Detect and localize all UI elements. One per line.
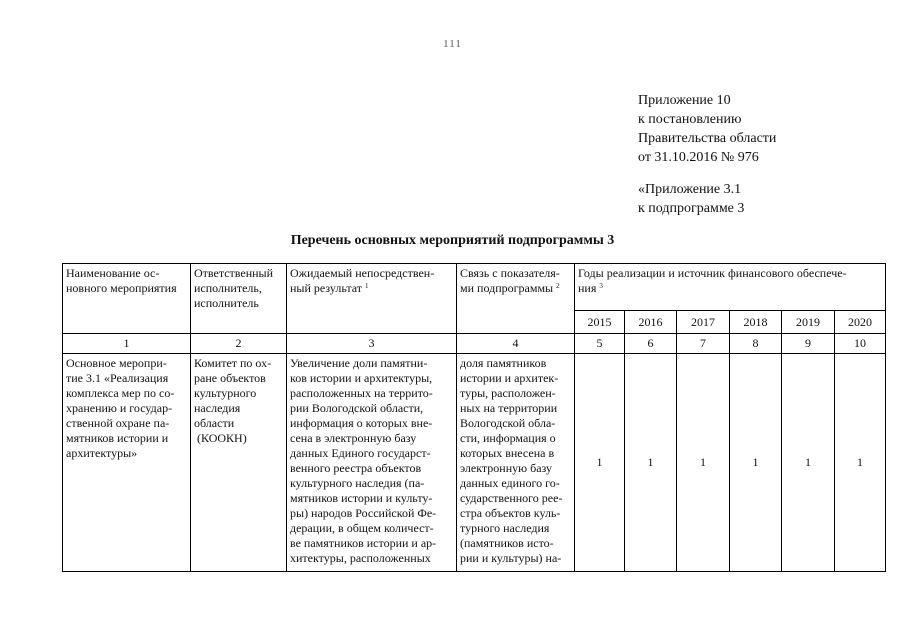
cell-text-line: культурного (194, 386, 257, 400)
header-years (575, 264, 886, 311)
expected-result-cell (287, 354, 457, 572)
header-executor (191, 264, 287, 334)
appendix-line: Приложение 10 (638, 93, 731, 108)
value-cell: 1 (835, 354, 886, 572)
year-header: 2020 (835, 311, 886, 334)
header-text: ния (578, 281, 597, 295)
cell-text-line: ране объектов (194, 371, 266, 385)
page-number: 111 (443, 38, 462, 50)
header-event-name (63, 264, 191, 334)
cell-text-line: которых внесена в (460, 446, 555, 460)
value-cell: 1 (575, 354, 625, 572)
value-cell: 1 (625, 354, 677, 572)
appendix-block (638, 91, 776, 167)
cell-text-line: хранению и государ- (66, 401, 173, 415)
column-number: 6 (625, 334, 677, 354)
cell-text-line: мятников истории и (66, 431, 169, 445)
cell-text-line: мятников истории и культу- (290, 491, 433, 505)
header-text: Ответственный (194, 266, 274, 280)
cell-text-line: наследия (194, 401, 241, 415)
column-number: 7 (677, 334, 730, 354)
table-row (63, 354, 886, 572)
cell-text-line: турного наследия (460, 521, 550, 535)
header-text: Наименование ос- (66, 266, 160, 280)
cell-text-line: рии и культуры) на- (460, 551, 562, 565)
cell-text-line: сти, информация о (460, 431, 556, 445)
cell-text-line: расположенных на террито- (290, 386, 433, 400)
cell-text-line: хитектуры, расположенных (290, 551, 431, 565)
footnote-mark: 3 (599, 282, 603, 290)
value-cell: 1 (730, 354, 782, 572)
header-text: ный результат (290, 281, 362, 295)
year-header: 2019 (782, 311, 835, 334)
column-number: 8 (730, 334, 782, 354)
header-text: Годы реализации и источник финансового обеспече- (578, 266, 847, 280)
cell-text-line: Основное меропри- (66, 356, 167, 370)
value-cell: 1 (782, 354, 835, 572)
header-text: новного мероприятия (66, 281, 177, 295)
column-number: 3 (287, 334, 457, 354)
year-header: 2015 (575, 311, 625, 334)
cell-text-line: ры) народов Российской Фе- (290, 506, 437, 520)
header-text: исполнитель (194, 296, 259, 310)
appendix-line: Правительства области (638, 131, 777, 146)
header-text: ми подпрограммы (460, 281, 554, 295)
cell-text-line: сударственного рее- (460, 491, 563, 505)
subprogram-appendix-block (638, 180, 744, 218)
cell-text-line: туры, расположен- (460, 386, 556, 400)
column-number: 2 (191, 334, 287, 354)
cell-text-line: ве памятников истории и ар- (290, 536, 437, 550)
year-header: 2016 (625, 311, 677, 334)
column-number: 9 (782, 334, 835, 354)
cell-text-line: истории и архитек- (460, 371, 559, 385)
cell-text-line: данных единого го- (460, 476, 560, 490)
value-cell: 1 (677, 354, 730, 572)
header-expected-result (287, 264, 457, 334)
year-header: 2017 (677, 311, 730, 334)
appendix-line: «Приложение 3.1 (638, 182, 742, 197)
cell-text-line: ных на территории (460, 401, 558, 415)
event-name-cell (63, 354, 191, 572)
cell-text-line: области (194, 416, 235, 430)
header-text: Ожидаемый непосредствен- (290, 266, 435, 280)
column-number: 4 (457, 334, 575, 354)
footnote-mark: 1 (365, 282, 369, 290)
appendix-line: к постановлению (638, 112, 742, 127)
column-number: 1 (63, 334, 191, 354)
column-number: 10 (835, 334, 886, 354)
cell-text-line: рии Вологодской области, (290, 401, 424, 415)
cell-text-line: архитектуры» (66, 446, 138, 460)
column-number: 5 (575, 334, 625, 354)
cell-text-line: стра объектов куль- (460, 506, 561, 520)
cell-text-line: Вологодской обла- (460, 416, 556, 430)
header-text: исполнитель, (194, 281, 262, 295)
document-title: Перечень основных мероприятий подпрограммы 3 (290, 233, 615, 248)
cell-text-line: ственной охране па- (66, 416, 170, 430)
cell-text-line: тие 3.1 «Реализация (66, 371, 169, 385)
executor-cell (191, 354, 287, 572)
header-indicator-link (457, 264, 575, 334)
cell-text-line: данных Единого государст- (290, 446, 431, 460)
cell-text-line: комплекса мер по со- (66, 386, 175, 400)
indicator-link-cell (457, 354, 575, 572)
cell-text-line: доля памятников (460, 356, 547, 370)
cell-text-line: электронную базу (460, 461, 553, 475)
events-table (62, 263, 886, 572)
cell-text-line: информация о которых вне- (290, 416, 433, 430)
appendix-line: к подпрограмме 3 (638, 201, 745, 216)
cell-text-line: ков истории и архитектуры, (290, 371, 433, 385)
footnote-mark: 2 (556, 282, 560, 290)
cell-text-line: дерации, в общем количест- (290, 521, 434, 535)
year-header: 2018 (730, 311, 782, 334)
cell-text-line: (КООКН) (194, 431, 247, 445)
cell-text-line: венного реестра объектов (290, 461, 422, 475)
cell-text-line: (памятников исто- (460, 536, 554, 550)
cell-text-line: Увеличение доли памятни- (290, 356, 428, 370)
cell-text-line: Комитет по ох- (194, 356, 272, 370)
cell-text-line: сена в электронную базу (290, 431, 417, 445)
appendix-line: от 31.10.2016 № 976 (638, 150, 759, 165)
cell-text-line: культурного наследия (па- (290, 476, 425, 490)
header-text: Связь с показателя- (460, 266, 560, 280)
